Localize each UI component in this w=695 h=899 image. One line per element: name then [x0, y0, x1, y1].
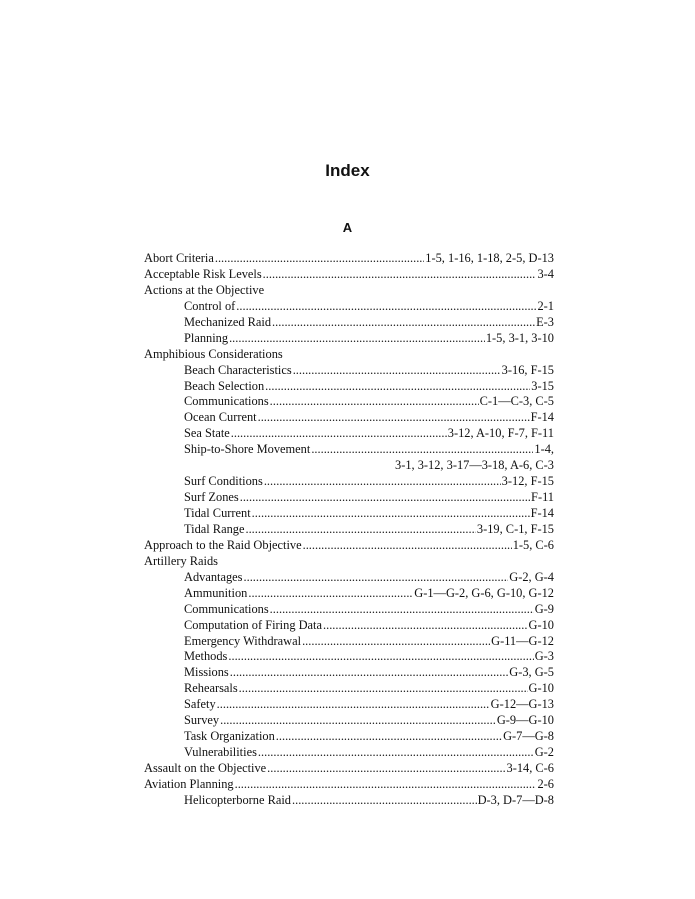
entry-pages: F-14	[530, 410, 554, 425]
dot-leader	[264, 474, 501, 490]
entry-term: Acceptable Risk Levels	[144, 266, 262, 281]
index-subentry	[144, 713, 554, 729]
entry-term: Survey	[184, 713, 220, 728]
entry-pages: F-14	[530, 506, 554, 520]
entry-pages: G-11—G-12	[491, 633, 554, 648]
entry-term: Beach Selection	[184, 378, 265, 393]
dot-leader	[240, 490, 530, 506]
entry-term: Abort Criteria	[144, 251, 214, 265]
entry-term: Helicopterborne Raid	[184, 792, 292, 807]
dot-leader	[258, 410, 530, 426]
entry-term: Actions at the Objective	[144, 282, 265, 297]
index-subentry	[144, 410, 554, 426]
entry-pages: G-1—G-2, G-6, G-10, G-12	[414, 585, 554, 600]
index-subentry	[144, 394, 554, 410]
dot-leader	[236, 299, 536, 315]
dot-leader	[252, 506, 530, 522]
index-subentry	[144, 379, 554, 395]
dot-leader	[258, 745, 534, 761]
entry-pages: G-2	[534, 745, 554, 760]
dot-leader	[235, 777, 537, 793]
dot-leader	[220, 713, 496, 729]
index-subentry	[144, 315, 554, 331]
index-subentry	[144, 602, 554, 618]
entry-pages: 2-1	[537, 298, 554, 313]
entry-term: Amphibious Considerations	[144, 346, 283, 361]
entry-pages: 1-5, 3-1, 3-10	[485, 330, 554, 345]
entry-term: Task Organization	[184, 729, 275, 744]
index-subentry	[144, 586, 554, 602]
entry-term: Advantages	[184, 569, 243, 584]
entry-pages: C-1—C-3, C-5	[479, 394, 554, 409]
index-entry	[144, 267, 554, 283]
entry-term: Approach to the Raid Objective	[144, 537, 302, 552]
index-subentry	[144, 570, 554, 586]
entry-pages: 3-19, C-1, F-15	[476, 521, 554, 536]
entry-term: Assault on the Objective	[144, 761, 267, 775]
entry-pages-continuation: 3-1, 3-12, 3-17—3-18, A-6, C-3	[395, 458, 554, 473]
entry-term: Planning	[184, 330, 229, 345]
dot-leader	[263, 267, 537, 283]
entry-pages: 1-5, 1-16, 1-18, 2-5, D-13	[425, 251, 554, 265]
entry-term: Methods	[184, 649, 228, 664]
entry-pages: 2-6	[537, 776, 554, 791]
dot-leader	[231, 426, 447, 442]
index-entry	[144, 538, 554, 554]
entry-pages: 1-4,	[534, 442, 554, 457]
dot-leader	[267, 761, 505, 777]
entry-term: Mechanized Raid	[184, 314, 272, 329]
entry-term: Ship-to-Shore Movement	[184, 442, 311, 457]
index-subentry	[144, 634, 554, 650]
dot-leader	[292, 793, 477, 809]
entry-pages: G-10	[528, 617, 554, 632]
index-entry-list	[144, 251, 554, 809]
index-entry	[144, 347, 554, 363]
entry-pages: 3-15	[531, 378, 554, 393]
index-subentry	[144, 442, 554, 458]
entry-term: Rehearsals	[184, 681, 238, 696]
dot-leader	[244, 570, 509, 586]
entry-term: Tidal Current	[184, 506, 251, 520]
index-entry	[144, 251, 554, 267]
index-subentry	[144, 522, 554, 538]
index-subentry	[144, 729, 554, 745]
entry-pages: G-9	[534, 601, 554, 616]
entry-term: Surf Zones	[184, 490, 239, 505]
dot-leader	[272, 315, 535, 331]
entry-term: Ocean Current	[184, 410, 257, 425]
dot-leader	[217, 697, 490, 713]
index-subentry	[144, 506, 554, 522]
section-letter: A	[342, 220, 353, 235]
dot-leader	[323, 618, 528, 634]
dot-leader	[270, 394, 479, 410]
entry-pages: 3-16, F-15	[501, 362, 554, 377]
entry-pages: G-9—G-10	[496, 713, 554, 728]
dot-leader	[270, 602, 534, 618]
index-entry	[144, 554, 554, 570]
entry-pages: E-3	[536, 314, 554, 329]
entry-term: Emergency Withdrawal	[184, 633, 302, 648]
dot-leader	[302, 634, 490, 650]
entry-term: Tidal Range	[184, 521, 245, 536]
index-subentry	[144, 426, 554, 442]
index-entry	[144, 777, 554, 793]
entry-pages: G-3	[534, 649, 554, 664]
entry-pages: G-3, G-5	[509, 665, 554, 680]
entry-term: Artillery Raids	[144, 553, 218, 568]
index-entry	[144, 283, 554, 299]
entry-term: Communications	[184, 601, 269, 616]
entry-pages: 3-14, C-6	[506, 761, 554, 775]
index-subentry	[144, 745, 554, 761]
index-subentry	[144, 299, 554, 315]
index-subentry	[144, 681, 554, 697]
entry-term: Sea State	[184, 426, 230, 441]
dot-leader	[245, 522, 475, 538]
dot-leader	[230, 665, 508, 681]
dot-leader	[215, 251, 424, 267]
entry-pages: G-2, G-4	[509, 569, 554, 584]
index-subentry	[144, 490, 554, 506]
entry-term: Computation of Firing Data	[184, 617, 323, 632]
index-entry	[144, 761, 554, 777]
entry-pages: 3-4	[537, 266, 554, 281]
index-subentry	[144, 793, 554, 809]
index-subentry	[144, 665, 554, 681]
entry-pages: 3-12, A-10, F-7, F-11	[447, 426, 554, 441]
entry-pages: D-3, D-7—D-8	[477, 792, 554, 807]
page-title: Index	[325, 161, 370, 180]
index-subentry	[144, 363, 554, 379]
entry-pages: 1-5, C-6	[512, 537, 554, 552]
dot-leader	[228, 649, 533, 665]
dot-leader	[239, 681, 528, 697]
index-subentry	[144, 474, 554, 490]
entry-term: Control of	[184, 298, 236, 313]
entry-term: Aviation Planning	[144, 776, 234, 791]
entry-term: Ammunition	[184, 585, 248, 600]
entry-term: Communications	[184, 394, 269, 409]
entry-term: Vulnerabilities	[184, 745, 257, 760]
entry-term: Missions	[184, 665, 229, 680]
entry-pages: F-11	[531, 490, 554, 505]
entry-pages: G-7—G-8	[503, 729, 554, 744]
index-subentry	[144, 649, 554, 665]
entry-term: Surf Conditions	[184, 474, 263, 489]
dot-leader	[276, 729, 502, 745]
dot-leader	[248, 586, 413, 602]
entry-term: Beach Characteristics	[184, 362, 292, 377]
entry-pages: G-12—G-13	[490, 697, 554, 712]
index-subentry	[144, 697, 554, 713]
index-subentry	[144, 618, 554, 634]
dot-leader	[303, 538, 512, 554]
index-subentry	[144, 331, 554, 347]
dot-leader	[265, 379, 530, 395]
entry-pages: G-10	[528, 681, 554, 696]
entry-term: Safety	[184, 697, 216, 712]
entry-pages: 3-12, F-15	[501, 474, 554, 489]
dot-leader	[293, 363, 501, 379]
dot-leader	[311, 442, 533, 458]
dot-leader	[229, 331, 485, 347]
